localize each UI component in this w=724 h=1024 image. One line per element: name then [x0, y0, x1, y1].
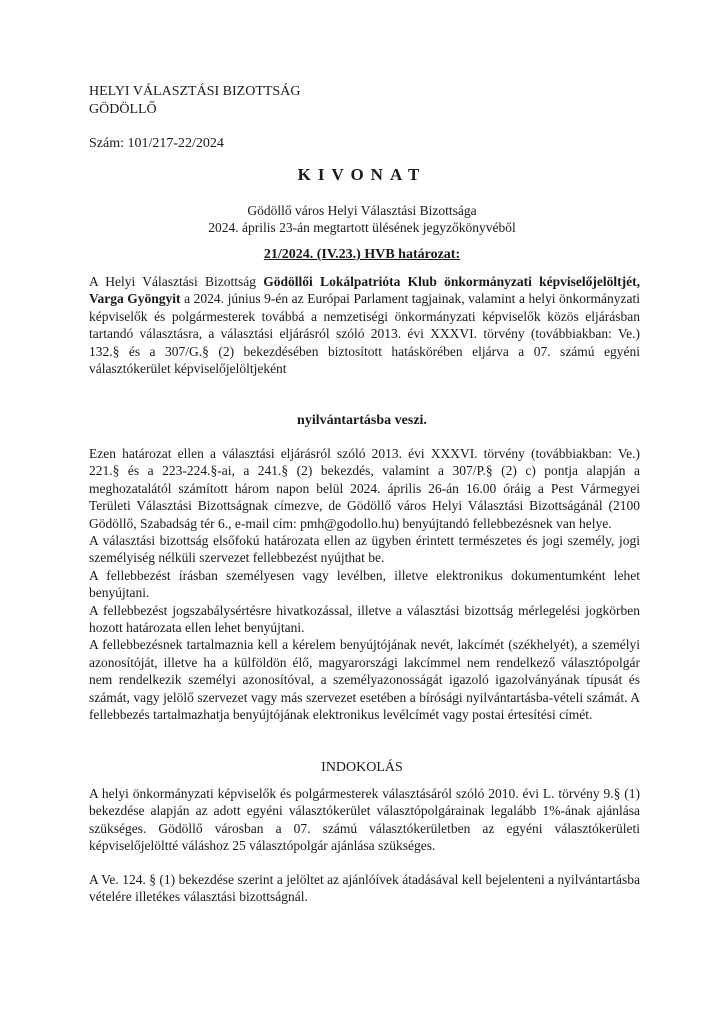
subtitle-line-2: 2024. április 23-án megtartott ülésének jegyzőkönyvéből	[208, 220, 516, 235]
reasoning-paragraph: A Ve. 124. § (1) bekezdése szerint a jelöltet az ajánlóívek átadásával kell bejelenteni a nyilvántartásba vételére illetékes választási bizottságnál.	[89, 872, 640, 905]
reference-number: Szám: 101/217-22/2024	[89, 136, 224, 151]
subtitle-line-1: Gödöllő város Helyi Választási Bizottsága	[247, 203, 477, 218]
decision-paragraph	[89, 273, 640, 377]
remedy-paragraph: A választási bizottság elsőfokú határozata ellen az ügyben érintett természetes és jogi személy, jogi személyiség nélküli szervezet fellebbezést nyújthat be.	[89, 533, 640, 566]
issuer-name: HELYI VÁLASZTÁSI BIZOTTSÁG	[89, 84, 301, 99]
decision-body: a 2024. június 9-én az Európai Parlament tagjainak, valamint a helyi önkormányzati képviselők és polgármesterek továbbá a nemzetiségi önkormányzati képviselők közös eljárásban tartandó választásra, a választási eljárásról szóló 2013. évi XXXVI. törvény (továbbiakban: Ve.) 132.§ és a 307/G.§ (2) bekezdésében biztosított hatáskörében eljárva a 07. számú egyéni választókerület képviselőjelöltjeként	[89, 291, 640, 377]
document-title: KIVONAT	[297, 165, 427, 184]
candidate-name: Gödöllői Lokálpatrióta Klub önkormányzati képviselőjelöltjét, Varga Gyöngyit	[89, 274, 640, 307]
decision-statement: nyilvántartásba veszi.	[297, 413, 427, 428]
issuer-city: GÖDÖLLŐ	[89, 102, 157, 117]
remedy-paragraph: A fellebbezésnek tartalmaznia kell a kérelem benyújtójának nevét, lakcímét (székhelyét), a személyi azonosítóját, illetve ha a külföldön élő, magyarországi lakcímmel nem rendelkező választópolgár nem rendelkezik személyi azonosítóval, a személyazonosságát igazoló igazolványának típusát és számát, vagy jelölő szervezet vagy más szervezet esetében a bírósági nyilvántartásba-vételi számát. A fellebbezés tartalmazhatja benyújtójának elektronikus levélcímét vagy postai értesítési címét.	[89, 637, 640, 723]
issuer-header	[89, 83, 300, 119]
remedy-paragraph: A fellebbezést írásban személyesen vagy levélben, illetve elektronikus dokumentumként lehet benyújtani.	[89, 567, 640, 601]
reasoning-paragraph: A helyi önkormányzati képviselők és polgármesterek választásáról szóló 2010. évi L. törvény 9.§ (1) bekezdése alapján az adott egyéni választókerület választópolgárainak legalább 1%-ának ajánlása szükséges. Gödöllő városban a 07. számú választókerületben az egyéni választókerületi képviselőjelöltté váláshoz 25 választópolgár ajánlása szükséges.	[89, 786, 640, 854]
resolution-number: 21/2024. (IV.23.) HVB határozat:	[263, 247, 461, 262]
remedy-section	[89, 445, 640, 724]
decision-intro: A Helyi Választási Bizottság	[89, 274, 264, 289]
remedy-paragraph: Ezen határozat ellen a választási eljárásról szóló 2013. évi XXXVI. törvény (továbbiakban: Ve.) 221.§ és a 223-224.§-ai, a 241.§ (2) bekezdés, valamint a 307/P.§ (2) c) pontja alapján a meghozatalától számított három napon belül 2024. április 26-án 16.00 óráig a Pest Vármegyei Területi Választási Bizottságnak címezve, de Gödöllő város Helyi Választási Bizottságánál (2100 Gödöllő, Szabadság tér 6., e-mail cím: pmh@godollo.hu) benyújtandó fellebbezésnek van helye.	[89, 446, 640, 531]
document-subtitle	[0, 202, 724, 236]
reasoning-heading: INDOKOLÁS	[321, 760, 403, 775]
remedy-paragraph: A fellebbezést jogszabálysértésre hivatkozással, illetve a választási bizottság mérlegelési jogkörben hozott határozata ellen lehet benyújtani.	[89, 602, 640, 636]
